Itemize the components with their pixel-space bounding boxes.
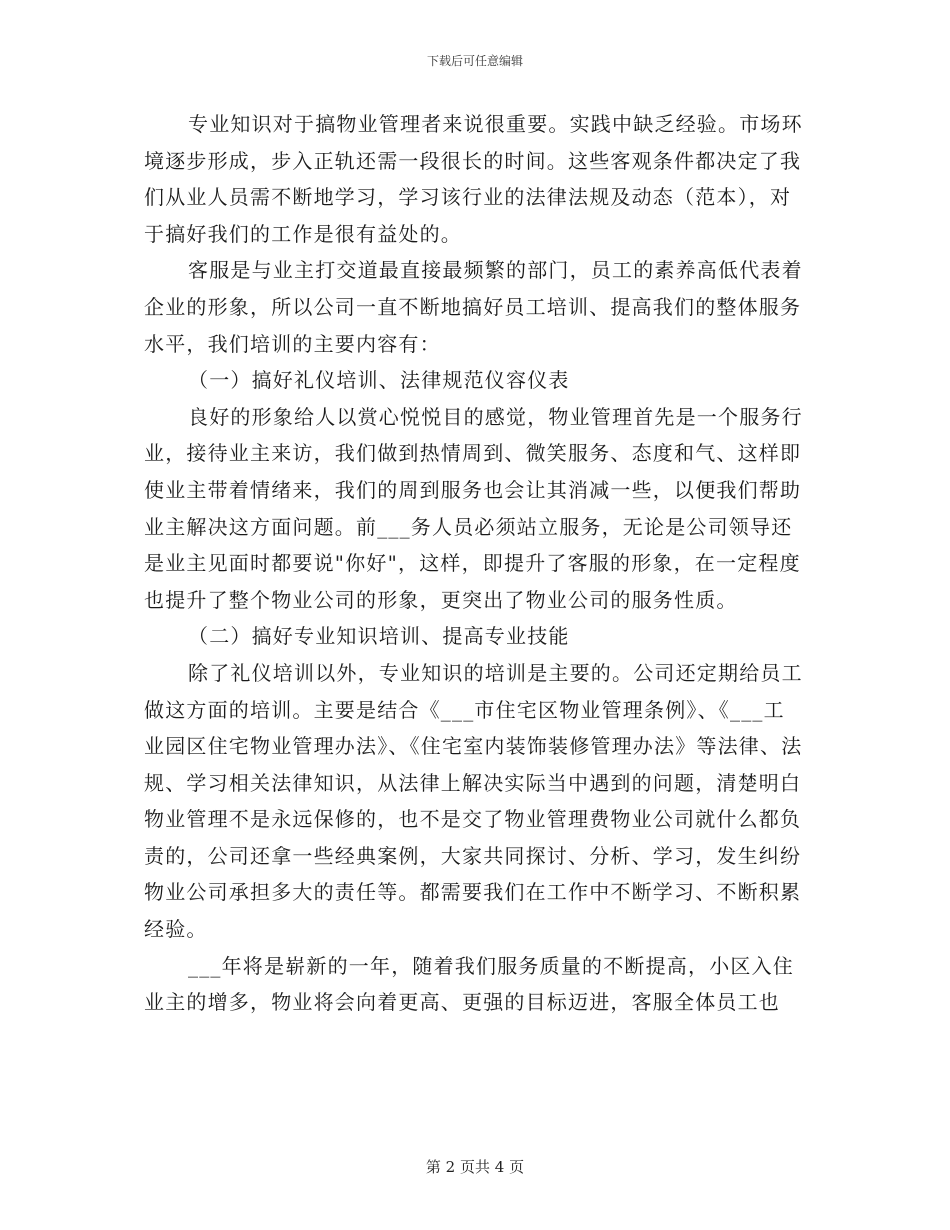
page-footer: 第 2 页共 4 页 (425, 1158, 525, 1176)
paragraph: 专业知识对于搞物业管理者来说很重要。实践中缺乏经验。市场环境逐步形成，步入正轨还需一段很长的时间。这些客观条件都决定了我们从业人员需不断地学习，学习该行业的法律法规及动态（范本），对于搞好我们的工作是很有益处的。 (144, 112, 803, 246)
document-body (144, 106, 804, 1021)
section-heading: （一）搞好礼仪培训、法律规范仪容仪表 (188, 368, 570, 393)
paragraph: 除了礼仪培训以外，专业知识的培训是主要的。公司还定期给员工做这方面的培训。主要是结合《___市住宅区物业管理条例》、《___工业园区住宅物业管理办法》、《住宅室内装饰装修管理办法》等法律、法规、学习相关法律知识，从法律上解决实际当中遇到的问题，清楚明白物业管理不是永远保修的，也不是交了物业管理费物业公司就什么都负责的，公司还拿一些经典案例，大家共同探讨、分析、学习，发生纠纷物业公司承担多大的责任等。都需要我们在工作中不断学习、不断积累经验。 (144, 660, 803, 942)
paragraph: 良好的形象给人以赏心悦悦目的感觉，物业管理首先是一个服务行业，接待业主来访，我们做到热情周到、微笑服务、态度和气、这样即使业主带着情绪来，我们的周到服务也会让其消减一些，以便我们帮助业主解决这方面问题。前___务人员必须站立服务，无论是公司领导还是业主见面时都要说"你好"，这样，即提升了客服的形象，在一定程度也提升了整个物业公司的形象，更突出了物业公司的服务性质。 (144, 404, 803, 612)
page-header: 下载后可任意编辑 (426, 54, 523, 68)
section-heading: （二）搞好专业知识培训、提高专业技能 (188, 624, 570, 649)
paragraph: ___年将是崭新的一年，随着我们服务质量的不断提高，小区入住业主的增多，物业将会向着更高、更强的目标迈进，客服全体员工也 (144, 953, 794, 1015)
paragraph: 客服是与业主打交道最直接最频繁的部门，员工的素养高低代表着企业的形象，所以公司一直不断地搞好员工培训、提高我们的整体服务水平，我们培训的主要内容有： (144, 258, 803, 356)
